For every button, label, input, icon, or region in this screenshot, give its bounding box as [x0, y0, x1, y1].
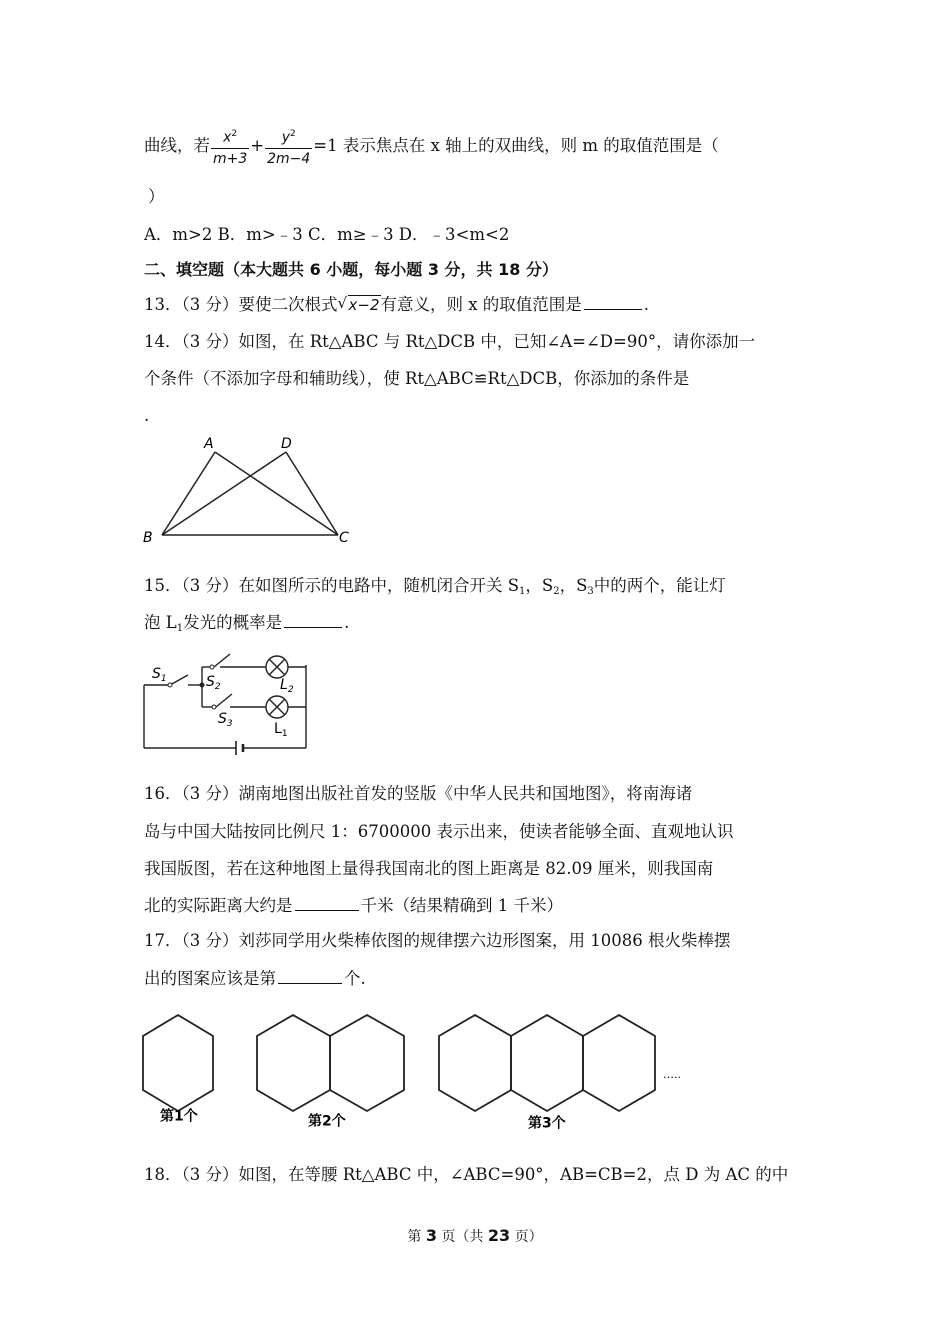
- hexagon: [511, 1015, 583, 1111]
- answer-blank: [284, 613, 342, 628]
- q17-line1: 17．（3 分）刘莎同学用火柴棒依图的规律摆六边形图案，用 10086 根火柴棒摆: [144, 931, 731, 950]
- q14-line3: .: [144, 406, 150, 425]
- q16-line2: 岛与中国大陆按同比例尺 1：6700000 表示出来，使读者能够全面、直观地认识: [144, 822, 734, 841]
- sqrt-expression: √ x−2: [338, 294, 381, 316]
- ellipsis: …..: [663, 1068, 681, 1081]
- vertex-c-label: C: [339, 530, 349, 546]
- vertex-d-label: D: [281, 436, 292, 452]
- section-title: 二、填空题（本大题共 6 小题，每小题 3 分，共 18 分）: [144, 260, 558, 279]
- q12-options: A．m>2 B．m>﹣3 C．m≥﹣3 D．﹣3<m<2: [144, 225, 510, 244]
- answer-blank: [295, 896, 359, 911]
- fraction-y-squared: $\frac{y^2}{2m-4}$: [265, 124, 312, 169]
- q14-line2: 个条件（不添加字母和辅助线），使 Rt△ABC≌Rt△DCB，你添加的条件是: [144, 369, 690, 388]
- q16-line1: 16．（3 分）湖南地图出版社首发的竖版《中华人民共和国地图》，将南海诸: [144, 784, 693, 803]
- hexagon: [583, 1015, 655, 1111]
- q17-line2: 出的图案应该是第 个.: [144, 969, 366, 988]
- q13-stem: 13．（3 分）要使二次根式√ x−2有意义，则 x 的取值范围是 .: [144, 294, 649, 316]
- figure-2-label: 第2个: [308, 1113, 346, 1130]
- hexagon-pattern-figure: [138, 1012, 698, 1137]
- switch-s1-label: $S_1$: [152, 666, 167, 684]
- q14-line1: 14．（3 分）如图，在 Rt△ABC 与 Rt△DCB 中，已知∠A=∠D=90°，请你添加一: [144, 332, 756, 351]
- answer-blank: [584, 295, 642, 310]
- q15-line1: 15．（3 分）在如图所示的电路中，随机闭合开关 $S_1$，$S_2$，$S_3$中的两个，能让灯: [144, 576, 726, 597]
- vertex-b-label: B: [143, 530, 153, 546]
- triangle-figure: [140, 430, 360, 550]
- hexagon: [257, 1015, 330, 1111]
- fraction-x-squared: $\frac{x^2}{m+3}$: [211, 124, 249, 169]
- vertex-a-label: A: [204, 436, 214, 452]
- q12-close-paren: ）: [148, 187, 165, 206]
- q16-line4: 北的实际距离大约是 千米（结果精确到 1 千米）: [144, 896, 563, 915]
- q15-line2: 泡 $L_1$发光的概率是 .: [144, 613, 350, 634]
- lamp-l2-label: $L_2$: [280, 677, 294, 695]
- figure-1-label: 第1个: [160, 1108, 198, 1125]
- lamp-l1-label: $L_1$: [274, 721, 288, 739]
- hexagon: [330, 1015, 404, 1111]
- answer-blank: [278, 969, 342, 984]
- hexagon: [439, 1015, 511, 1111]
- q12-stem: 曲线，若 $\frac{x^2}{m+3}$ + $\frac{y^2}{2m-4}$ =1 表示焦点在 x 轴上的双曲线，则 m 的取值范围是（: [144, 124, 719, 169]
- page-footer: 第 3 页（共 23 页）: [407, 1226, 543, 1245]
- hexagon: [143, 1015, 213, 1111]
- q16-line3: 我国版图，若在这种地图上量得我国南北的图上距离是 82.09 厘米，则我国南: [144, 859, 714, 878]
- figure-3-label: 第3个: [528, 1115, 566, 1132]
- q18-line1: 18．（3 分）如图，在等腰 Rt△ABC 中，∠ABC=90°，AB=CB=2，点 D 为 AC 的中: [144, 1165, 789, 1184]
- switch-s3-label: $S_3$: [218, 711, 233, 729]
- switch-s2-label: $S_2$: [206, 674, 221, 692]
- circuit-diagram: [140, 645, 320, 755]
